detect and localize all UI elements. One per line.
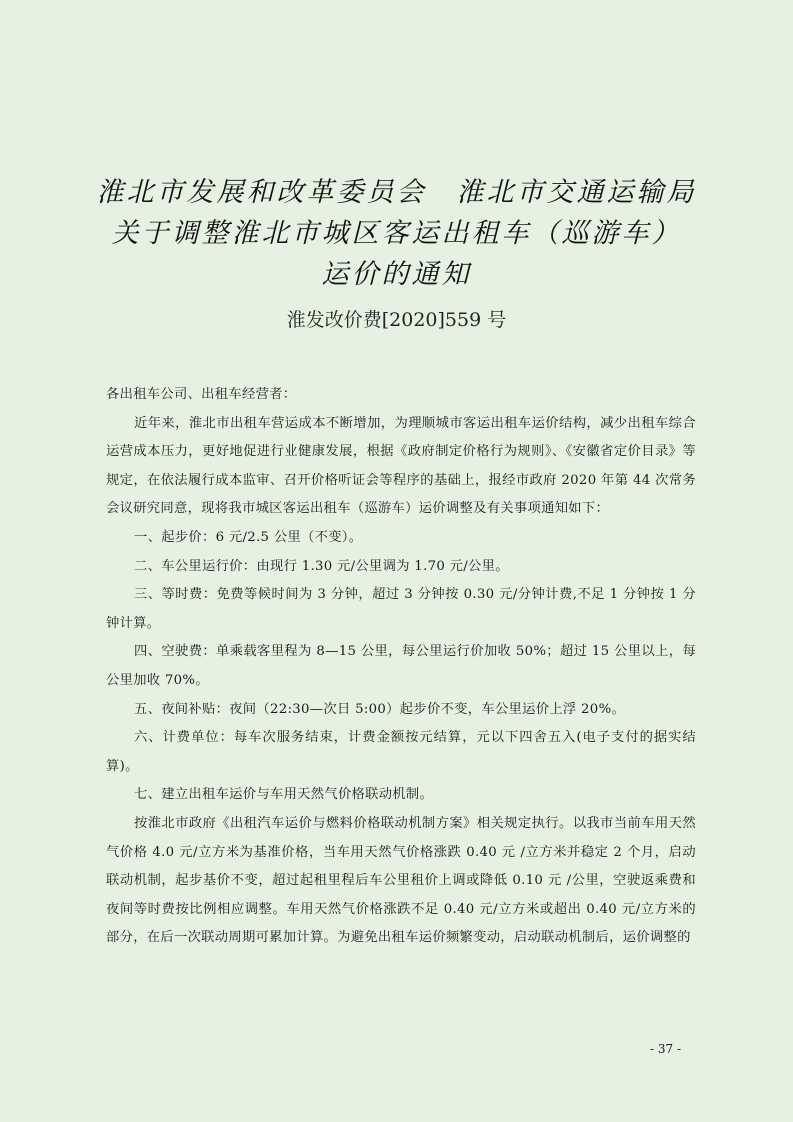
title-line-3: 运价的通知 (321, 259, 472, 290)
paragraph-item-7: 七、建立出租车运价与车用天然气价格联动机制。 (134, 787, 434, 803)
title-line-2: 关于调整淮北市城区客运出租车（巡游车） (111, 218, 682, 249)
paragraph-linkage: 按淮北市政府《出租汽车运价与燃料价格联动机制方案》相关规定执行。以我市当前车用天然气价格 4.0 元/立方米为基准价格，当车用天然气价格涨跌 0.40 元 /立方米并稳定 2 个月，启动联动机制，起步基价不变，超过起租里程后车公里租价上调或降低 0.10 元 /公里，空驶返乘费和夜间等时费按比例相应调整。车用天然气价格涨跌不足 0.40 元/立方米或超出 0.40 元/立方米的部分，在后一次联动周期可累加计算。为避免出租车运价频繁变动，启动联动机制后，运价调整的 (106, 815, 696, 946)
paragraph-item-2: 二、车公里运行价：由现行 1.30 元/公里调为 1.70 元/公里。 (134, 558, 509, 574)
salutation: 各出租车公司、出租车经营者： (106, 387, 297, 402)
paragraph-intro: 近年来，淮北市出租车营运成本不断增加，为理顺城市客运出租车运价结构，减少出租车综合运营成本压力，更好地促进行业健康发展，根据《政府制定价格行为规则》、《安徽省定价目录》等规定，在依法履行成本监审、召开价格听证会等程序的基础上，报经市政府 2020 年第 44 次常务会议研究同意，现将我市城区客运出租车（巡游车）运价调整及有关事项通知如下： (106, 415, 696, 517)
paragraph-item-4: 四、空驶费：单乘载客里程为 8—15 公里，每公里运行价加收 50%；超过 15 公里以上，每公里加收 70%。 (106, 644, 696, 688)
paragraph-item-5: 五、夜间补贴：夜间（22:30—次日 5:00）起步价不变，车公里运价上浮 20%。 (134, 701, 626, 717)
document-number: 淮发改价费[2020]559 号 (286, 309, 507, 331)
paragraph-item-3: 三、等时费：免费等候时间为 3 分钟，超过 3 分钟按 0.30 元/分钟计费,不足 1 分钟按 1 分钟计算。 (106, 587, 696, 631)
page-number: - 37 - (650, 1042, 682, 1056)
paragraph-item-1: 一、起步价：6 元/2.5 公里（不变）。 (134, 529, 363, 545)
document-body (106, 381, 696, 953)
title-line-1: 淮北市发展和改革委员会 淮北市交通运输局 (96, 177, 697, 208)
document-title (0, 172, 793, 295)
paragraph-item-6: 六、计费单位：每车次服务结束，计费金额按元结算，元以下四舍五入(电子支付的据实结算)。 (106, 730, 696, 774)
